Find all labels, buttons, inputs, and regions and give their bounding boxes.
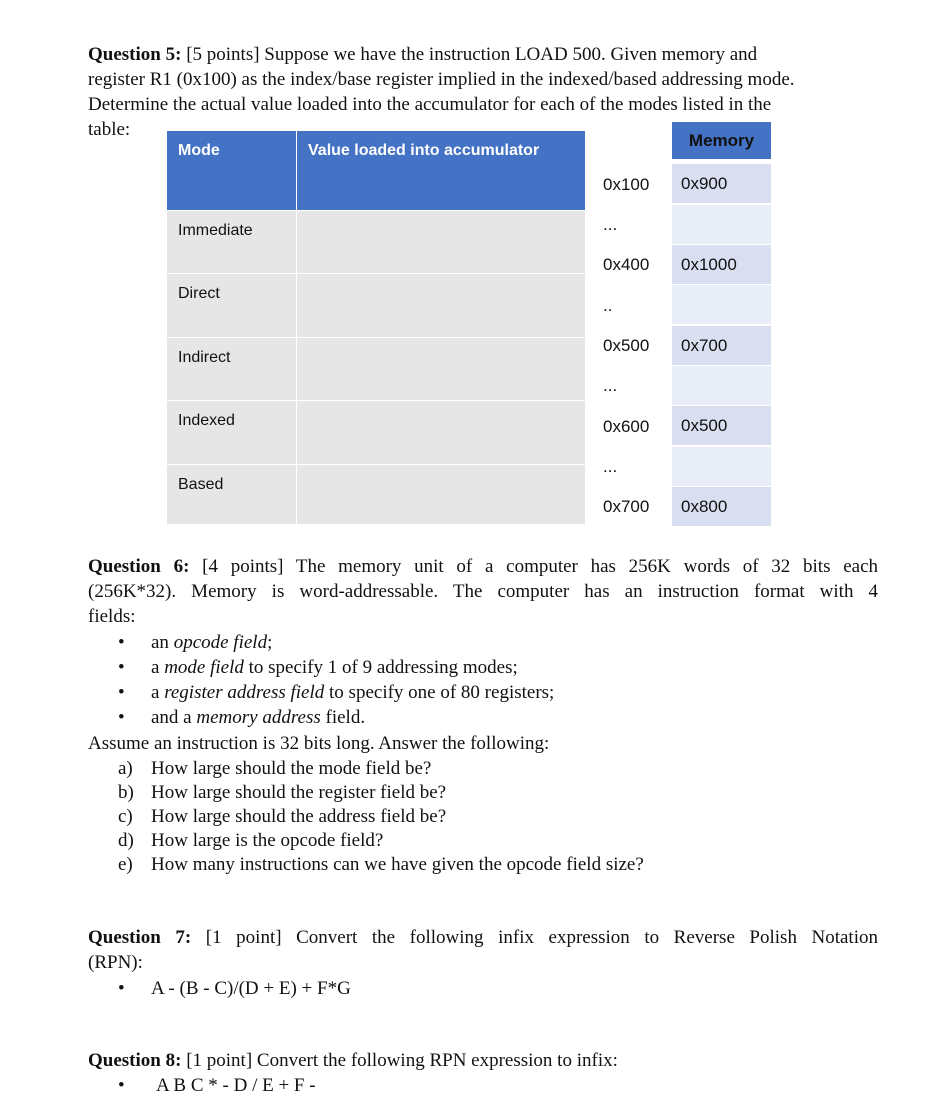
header-mode: Mode bbox=[167, 131, 297, 211]
q5-line-1 bbox=[88, 42, 757, 67]
q5-label: Question 5: bbox=[88, 44, 182, 65]
bullet-icon: • bbox=[118, 978, 125, 999]
q8-text-1: [1 point] Convert the following RPN expression to infix: bbox=[186, 1050, 618, 1071]
memory-cell: 0x900 bbox=[672, 164, 771, 203]
q6-line-3: fields: bbox=[88, 606, 136, 627]
q5-line-3: Determine the actual value loaded into the accumulator for each of the modes listed in the bbox=[88, 94, 772, 115]
memory-cell bbox=[672, 447, 771, 486]
list-item: d) How large is the opcode field? bbox=[118, 830, 384, 851]
q7-expression: • A - (B - C)/(D + E) + F*G bbox=[118, 978, 351, 999]
memory-header: Memory bbox=[672, 122, 771, 159]
q6-assume: Assume an instruction is 32 bits long. Answer the following: bbox=[88, 733, 550, 754]
answer-cell[interactable] bbox=[297, 401, 586, 465]
list-item: • and a memory address field. bbox=[118, 707, 366, 728]
memory-cell: 0x700 bbox=[672, 326, 771, 365]
q7-text-1: [1 point] Convert the following infix expression to Reverse Polish Notation bbox=[205, 927, 878, 948]
bullet-icon: • bbox=[118, 632, 125, 653]
table-row bbox=[167, 338, 586, 401]
list-item: • an opcode field; bbox=[118, 632, 273, 653]
bullet-icon: • bbox=[118, 682, 125, 703]
memory-address: .. bbox=[603, 296, 613, 315]
memory-address: ... bbox=[603, 457, 618, 476]
list-item: a) How large should the mode field be? bbox=[118, 758, 432, 779]
memory-address: 0x600 bbox=[603, 417, 650, 436]
mode-cell: Indirect bbox=[167, 338, 297, 401]
q7-line-1 bbox=[88, 925, 878, 950]
table-row bbox=[167, 274, 586, 338]
header-value: Value loaded into accumulator bbox=[297, 131, 586, 211]
answer-cell[interactable] bbox=[297, 211, 586, 274]
q5-text-1: [5 points] Suppose we have the instruction LOAD 500. Given memory and bbox=[186, 44, 758, 65]
bullet-icon: • bbox=[118, 657, 125, 678]
memory-cell bbox=[672, 366, 771, 405]
list-item: • a register address field to specify one of 80 registers; bbox=[118, 682, 555, 703]
memory-address: 0x500 bbox=[603, 336, 650, 355]
memory-address: ... bbox=[603, 215, 618, 234]
list-item: • a mode field to specify 1 of 9 addressing modes; bbox=[118, 657, 518, 678]
table-row bbox=[167, 465, 586, 525]
q5-line-2: register R1 (0x100) as the index/base register implied in the indexed/based addressing mode. bbox=[88, 69, 795, 90]
q6-line-1 bbox=[88, 554, 878, 579]
list-item: c) How large should the address field be? bbox=[118, 806, 447, 827]
table-header-row bbox=[167, 131, 586, 211]
list-item: e) How many instructions can we have given the opcode field size? bbox=[118, 854, 644, 875]
q6-text-1: [4 points] The memory unit of a computer has 256K words of 32 bits each bbox=[202, 556, 879, 577]
addressing-modes-table bbox=[166, 130, 586, 525]
bullet-icon: • bbox=[118, 707, 125, 728]
memory-cell: 0x1000 bbox=[672, 245, 771, 284]
q8-line-1 bbox=[88, 1048, 618, 1073]
mode-cell: Based bbox=[167, 465, 297, 525]
memory-cell bbox=[672, 205, 771, 244]
table-row bbox=[167, 401, 586, 465]
memory-cell: 0x800 bbox=[672, 487, 771, 526]
answer-cell[interactable] bbox=[297, 338, 586, 401]
q8-label: Question 8: bbox=[88, 1050, 182, 1071]
memory-address: 0x700 bbox=[603, 497, 650, 516]
answer-cell[interactable] bbox=[297, 465, 586, 525]
bullet-icon: • bbox=[118, 1075, 125, 1096]
q5-line-4: table: bbox=[88, 119, 131, 140]
mode-cell: Direct bbox=[167, 274, 297, 338]
table-row bbox=[167, 211, 586, 274]
memory-address: ... bbox=[603, 376, 618, 395]
q8-expression: • A B C * - D / E + F - bbox=[118, 1075, 316, 1096]
q7-label: Question 7: bbox=[88, 927, 192, 948]
mode-cell: Indexed bbox=[167, 401, 297, 465]
memory-address: 0x100 bbox=[603, 175, 650, 194]
q6-label: Question 6: bbox=[88, 556, 190, 577]
q7-line-2: (RPN): bbox=[88, 952, 143, 973]
q6-line-2: (256K*32). Memory is word-addressable. The computer has an instruction format with 4 bbox=[88, 581, 878, 602]
answer-cell[interactable] bbox=[297, 274, 586, 338]
memory-cell bbox=[672, 285, 771, 324]
list-item: b) How large should the register field be? bbox=[118, 782, 447, 803]
memory-address: 0x400 bbox=[603, 255, 650, 274]
mode-cell: Immediate bbox=[167, 211, 297, 274]
memory-cell: 0x500 bbox=[672, 406, 771, 445]
